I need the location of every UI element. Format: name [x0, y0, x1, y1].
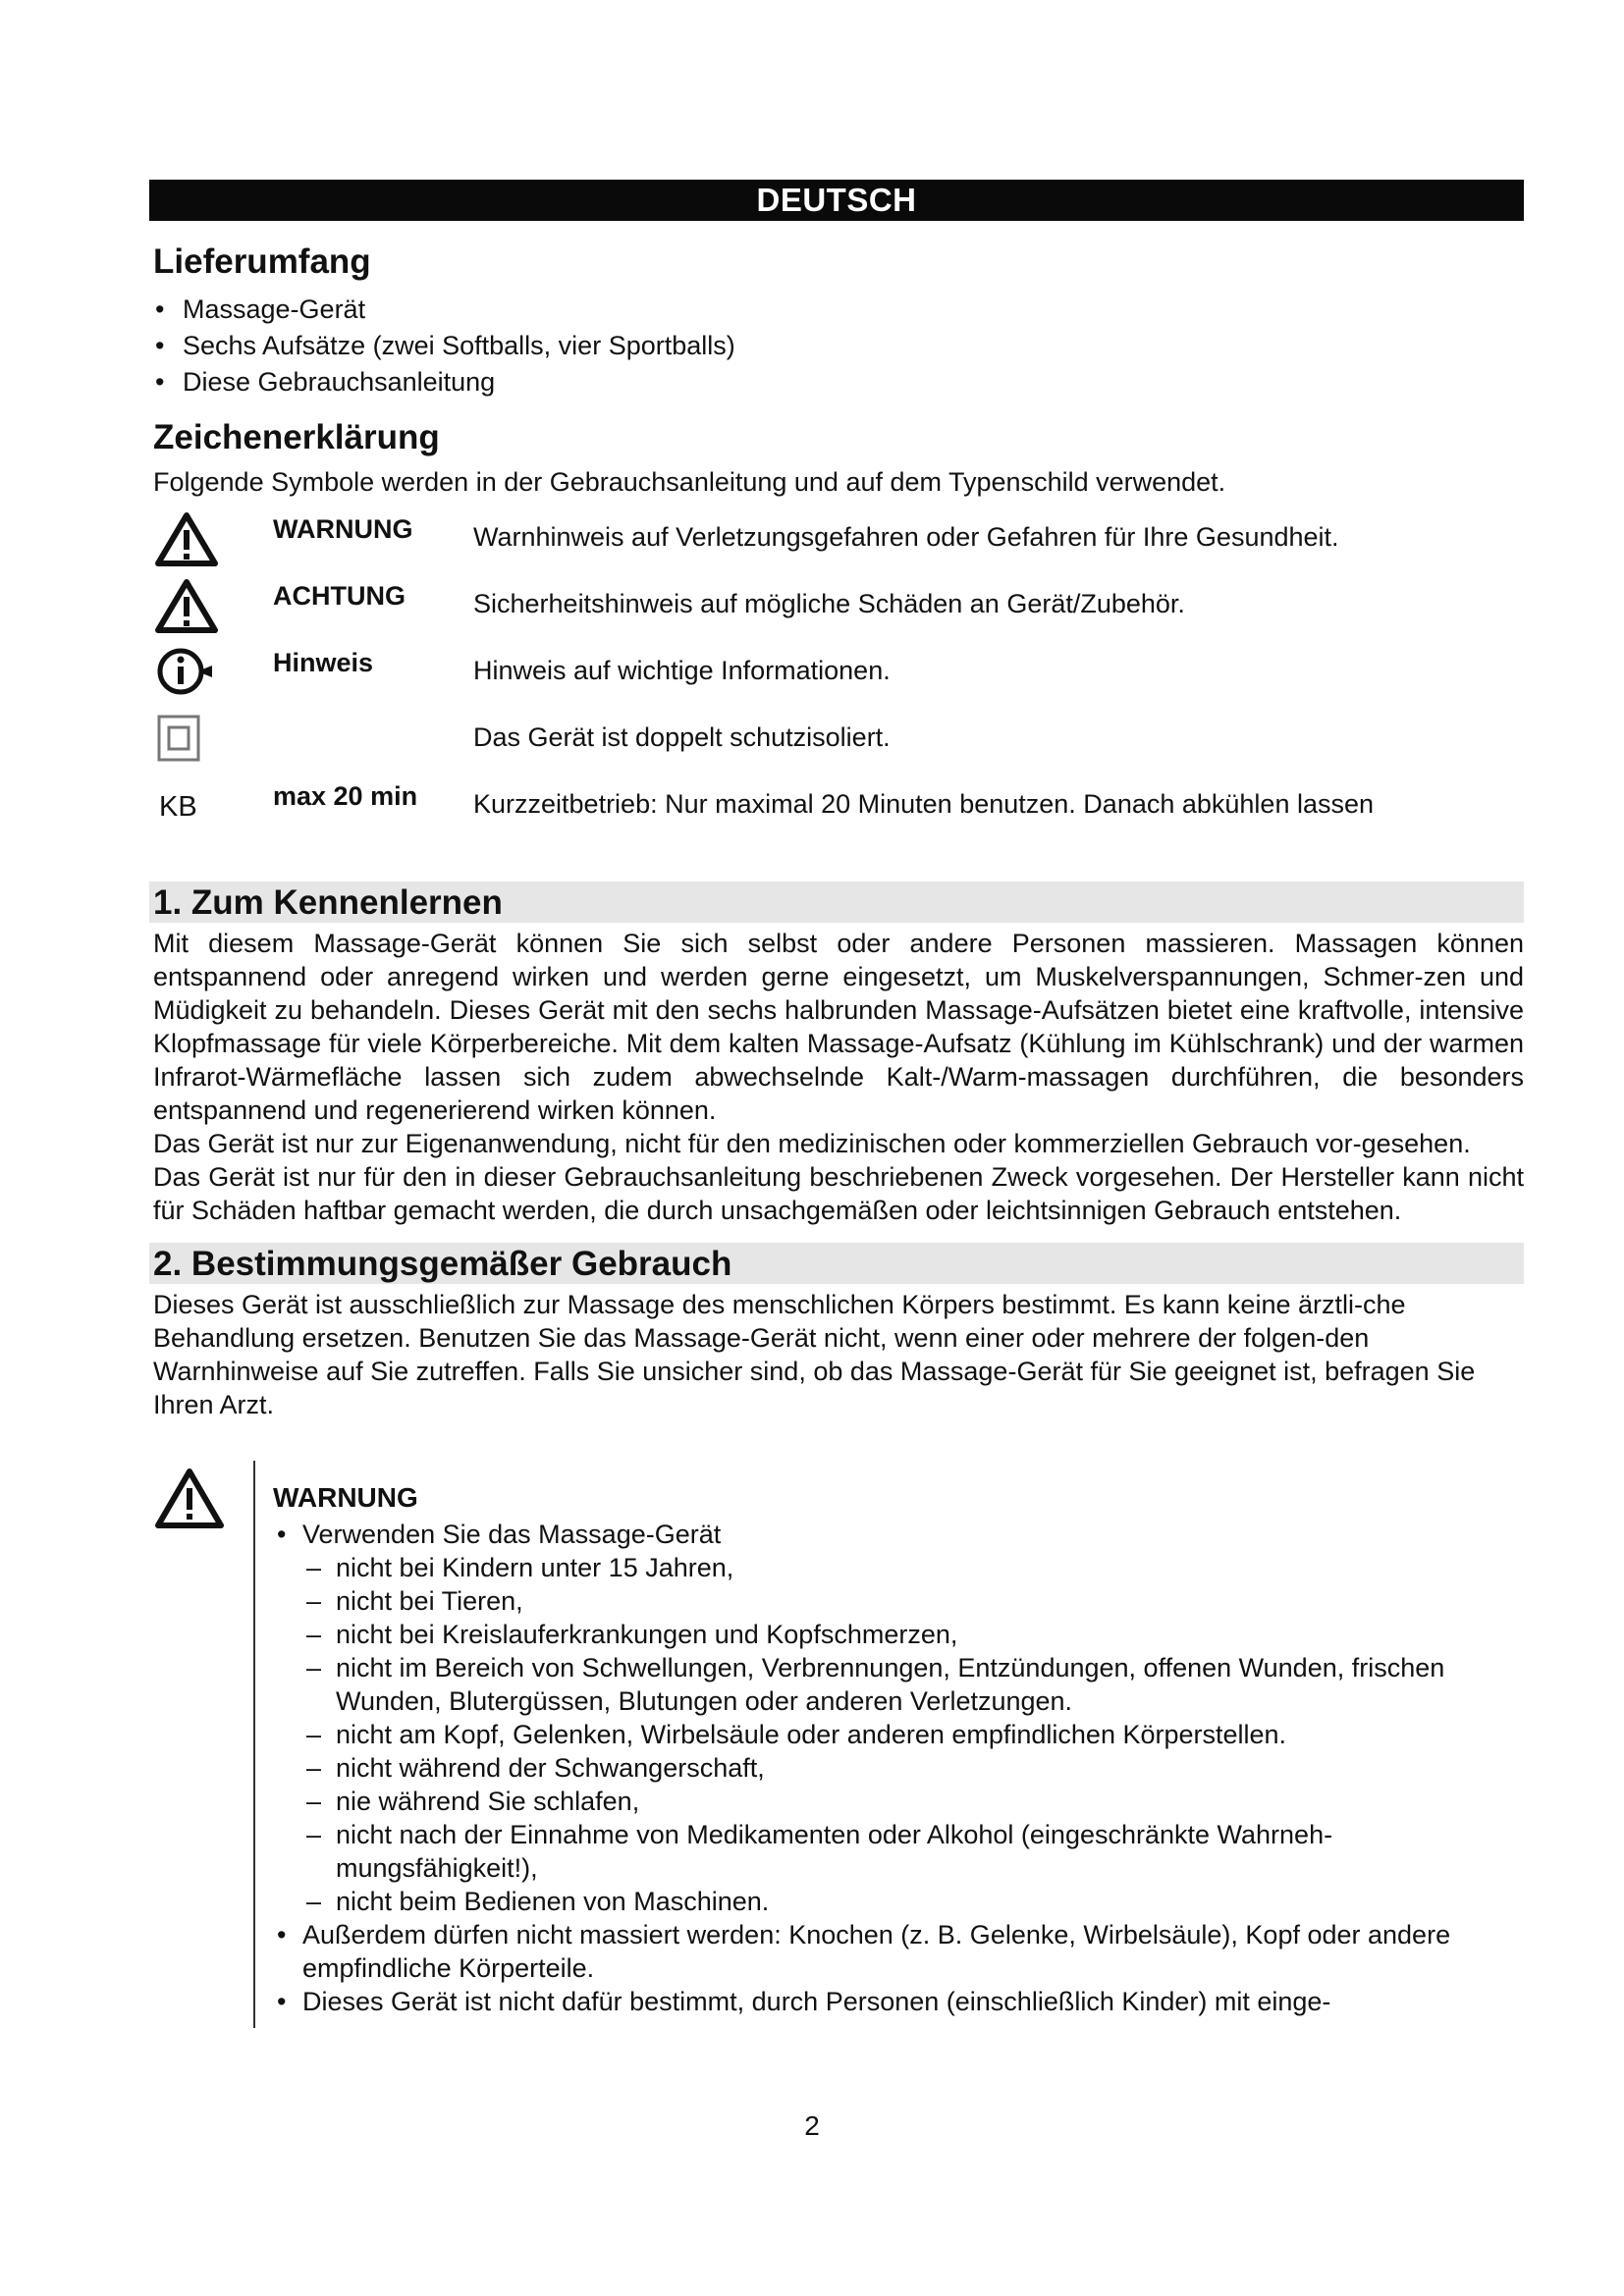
legend-row-insulation: [149, 713, 1524, 779]
list-item: • Diese Gebrauchsanleitung: [153, 364, 1524, 400]
legend-row-warning: [149, 512, 1524, 579]
warning-content: [273, 1468, 1524, 2018]
warning-sublist: [302, 1551, 1524, 1918]
list-item: • Sechs Aufsätze (zwei Softballs, vier Sportballs): [153, 328, 1524, 364]
list-item: – nicht bei Tieren,: [302, 1584, 1524, 1618]
list-item: • Dieses Gerät ist nicht dafür bestimmt, durch Personen (einschließlich Kinder) mit einge-: [273, 1985, 1524, 2018]
legend-term: WARNUNG: [273, 514, 413, 544]
legend-term: max 20 min: [273, 781, 418, 811]
legend-row-caution: [149, 579, 1524, 646]
list-item: – nicht im Bereich von Schwellungen, Verbrennungen, Entzündungen, offenen Wunden, frischen Wunden, Blutergüssen, Blutungen oder anderen Verletzungen.: [302, 1651, 1524, 1718]
page-number: 2: [804, 2110, 820, 2141]
list-item: – nie während Sie schlafen,: [302, 1785, 1524, 1818]
warning-title: WARNUNG: [273, 1482, 418, 1513]
warning-list: [273, 1518, 1524, 2018]
list-item: – nicht am Kopf, Gelenken, Wirbelsäule oder anderen empfindlichen Körperstellen.: [302, 1718, 1524, 1751]
list-item-text: Verwenden Sie das Massage-Gerät: [302, 1520, 722, 1549]
info-icon: [155, 646, 218, 701]
manual-page: [149, 180, 1524, 2018]
section2-heading: 2. Bestimmungsgemäßer Gebrauch: [149, 1243, 1524, 1284]
legend-term: Hinweis: [273, 648, 374, 677]
legend-row-note: [149, 646, 1524, 713]
double-insulation-icon: [155, 713, 218, 768]
list-item: – nicht bei Kindern unter 15 Jahren,: [302, 1551, 1524, 1584]
legend-desc: Sicherheitshinweis auf mögliche Schäden an Gerät/Zubehör.: [473, 589, 1185, 618]
language-banner: DEUTSCH: [149, 180, 1524, 221]
warning-triangle-icon: [155, 512, 218, 567]
legend-term: ACHTUNG: [273, 581, 406, 611]
list-item: – nicht nach der Einnahme von Medikamenten oder Alkohol (eingeschränkte Wahrneh-mungsfähigkeit!),: [302, 1818, 1524, 1885]
legend-row-short-time: [149, 779, 1524, 846]
legend-desc: Das Gerät ist doppelt schutzisoliert.: [473, 722, 891, 752]
section1-paragraph: Das Gerät ist nur für den in dieser Gebrauchsanleitung beschriebenen Zweck vorgesehen. Der Hersteller kann nicht für Schäden haftbar gemacht werden, die durch unsachgemäßen oder leichtsinnigen Gebrauch entstehen.: [153, 1162, 1524, 1225]
list-item: – nicht während der Schwangerschaft,: [302, 1751, 1524, 1785]
warning-triangle-icon: [155, 579, 218, 634]
section1-paragraph: Mit diesem Massage-Gerät können Sie sich selbst oder andere Personen massieren. Massagen können entspannend oder anregend wirken und werden gerne eingesetzt, um Muskelverspannungen, Schmer-zen und Müdigkeit zu behandeln. Dieses Gerät mit den sechs halbrunden Massage-Aufsätzen bietet eine kraftvolle, intensive Klopfmassage für viele Körperbereiche. Mit dem kalten Massage-Aufsatz (Kühlung im Kühlschrank) und der warmen Infrarot-Wärmefläche lassen sich zudem abwechselnde Kalt-/Warm-massagen durchführen, die besonders entspannend und regenerierend wirken können.: [153, 929, 1524, 1125]
warning-block: [149, 1468, 1524, 2018]
scope-heading: Lieferumfang: [153, 242, 371, 281]
list-item: • Außerdem dürfen nicht massiert werden: Knochen (z. B. Gelenke, Wirbelsäule), Kopf oder andere empfindliche Körperteile.: [273, 1918, 1524, 1985]
symbol-legend: [149, 512, 1524, 846]
list-item: – nicht beim Bedienen von Maschinen.: [302, 1885, 1524, 1918]
section2-paragraph: Dieses Gerät ist ausschließlich zur Massage des menschlichen Körpers bestimmt. Es kann keine ärztli-che Behandlung ersetzen. Benutzen Sie das Massage-Gerät nicht, wenn einer oder mehrere der folgen-den Warnhinweise auf Sie zutreffen. Falls Sie unsicher sind, ob das Massage-Gerät für Sie geeignet ist, befragen Sie Ihren Arzt.: [153, 1290, 1476, 1419]
list-item: [273, 1518, 1524, 1918]
legend-desc: Warnhinweis auf Verletzungsgefahren oder Gefahren für Ihre Gesundheit.: [473, 522, 1339, 552]
kb-symbol: KB: [159, 791, 197, 823]
list-item: – nicht bei Kreislauferkrankungen und Kopfschmerzen,: [302, 1618, 1524, 1651]
legend-desc: Hinweis auf wichtige Informationen.: [473, 656, 891, 685]
warning-divider: [253, 1461, 255, 2028]
section1-paragraph: Das Gerät ist nur zur Eigenanwendung, nicht für den medizinischen oder kommerziellen Gebrauch vor-gesehen.: [153, 1129, 1471, 1158]
list-item: • Massage-Gerät: [153, 292, 1524, 328]
legend-intro: Folgende Symbole werden in der Gebrauchsanleitung und auf dem Typenschild verwendet.: [153, 467, 1226, 497]
scope-list: [149, 292, 1524, 400]
legend-heading: Zeichenerklärung: [153, 418, 440, 456]
warning-triangle-icon: [155, 1468, 224, 1531]
section1-heading: 1. Zum Kennenlernen: [149, 881, 1524, 923]
legend-desc: Kurzzeitbetrieb: Nur maximal 20 Minuten benutzen. Danach abkühlen lassen: [473, 789, 1375, 819]
